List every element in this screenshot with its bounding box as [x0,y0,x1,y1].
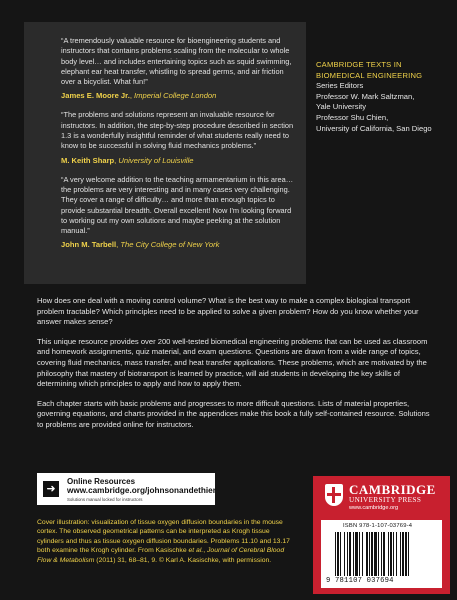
online-resources-box[interactable] [37,473,215,505]
series-editor: Professor W. Mark Saltzman, [316,91,415,101]
cover-caption-part: Cover illustration: visualization of tissue oxygen diffusion boundaries in the mouse cortex. The observed geometrical patterns can be interpreted as Krogh tissue cylinders and thus as tissue oxygen diffusion boundaries. Problems 11.10 and 13.17 both examine the Krogh cylinder. From Kasischke [37,519,290,555]
series-editor-affiliation: University of California, San Diego [316,123,432,133]
barcode-digits: 9 781107 037694 [326,577,394,585]
cover-caption-journal: Journal of Cerebral Blood Flow & Metabolism [37,547,285,564]
series-heading-line2: BIOMEDICAL ENGINEERING [316,70,423,80]
cover-illustration-credit [37,518,297,565]
quote-attribution: James E. Moore Jr., Imperial College London [61,91,217,101]
book-description [37,296,435,440]
series-editors-label: Series Editors [316,81,364,91]
publisher-press: UNIVERSITY PRESS [349,496,422,504]
review-quote [61,110,294,165]
series-editor-affiliation: Yale University [316,102,367,112]
review-quote [61,175,294,251]
monitor-arrow-icon: ➜ [43,481,59,497]
publisher-url: www.cambridge.org [349,505,399,511]
review-quote [61,36,294,101]
online-resources-link[interactable]: www.cambridge.org/johnsonandethier [67,486,216,495]
series-heading-line1: CAMBRIDGE TEXTS IN [316,60,402,69]
isbn-label: ISBN 978-1-107-03769-4 [343,523,413,529]
quote-affiliation: University of Louisville [118,155,194,165]
quote-author: James E. Moore Jr. [61,91,130,101]
publisher-panel [313,476,450,594]
quote-author: M. Keith Sharp [61,155,115,165]
barcode-bars [335,532,435,576]
quote-text: “The problems and solutions represent an invaluable resource for instructors. In addition, the step-by-step procedure described in section 1.3 is a wonderfully insightful reminder of what students really need to know to be successful in solving fluid mechanics problems.” [61,110,294,151]
quote-text: “A very welcome addition to the teaching armamentarium in this area… the problems are very interesting and in many cases very challenging. They cover a range of difficulty… and more than enough topics to provide substantial breadth. Overall excellent! Now I'm looking forward to working out my own solutions and maybe peeking at the solution manual.” [61,174,294,236]
cover-caption-etal: et al. [188,547,204,555]
publisher-name: CAMBRIDGE [349,482,436,497]
quote-text: “A tremendously valuable resource for bioengineering students and instructors that contains problems scaling from the molecular to whole body level… and includes entertaining topics such as squid swimming, elephant ear heat transfer, whistling to spread germs, and air friction over a bicyclist. What fun!” [61,36,292,87]
review-quotes-panel [24,22,306,284]
barcode [321,520,442,588]
quote-author: John M. Tarbell [61,240,117,250]
description-paragraph: This unique resource provides over 200 well-tested biomedical engineering problems that can be used as classroom and homework assignments, quiz material, and exam questions. Questions are drawn from a wide range of topics, covering fluid mechanics, mass transfer, and heat transfer applications. These problems, which are motivated by the philosophy that mastery of biotransport is learned by practice, will aid students in developing the key skills of determining which principles to apply and how to apply them. [37,336,428,389]
quote-affiliation: The City College of New York [120,240,220,250]
cover-caption-part: , [203,547,208,555]
online-resources-note: Solutions manual locked for instructors [67,497,143,502]
quote-attribution: M. Keith Sharp, University of Louisville [61,155,194,165]
cover-caption-part: (2011) 31, 68–81, 9. © Karl A. Kasischke, with permission. [94,556,272,564]
series-info [316,60,446,134]
description-paragraph: How does one deal with a moving control volume? What is the best way to make a complex biological transport problem tractable? Which principles need to be applied to solve a given problem? How do you know whether your answer makes sense? [37,296,419,327]
online-resources-title: Online Resources [67,477,136,486]
cambridge-shield-icon [325,484,343,506]
description-paragraph: Each chapter starts with basic problems and progresses to more difficult questions. Lists of material properties, governing equations, and charts provided in the appendices make this book a fully self-contained resource. Solutions to problems are provided online for instructors. [37,398,430,429]
series-editor: Professor Shu Chien, [316,112,389,122]
quote-attribution: John M. Tarbell, The City College of New York [61,240,220,250]
quote-affiliation: Imperial College London [134,91,217,101]
